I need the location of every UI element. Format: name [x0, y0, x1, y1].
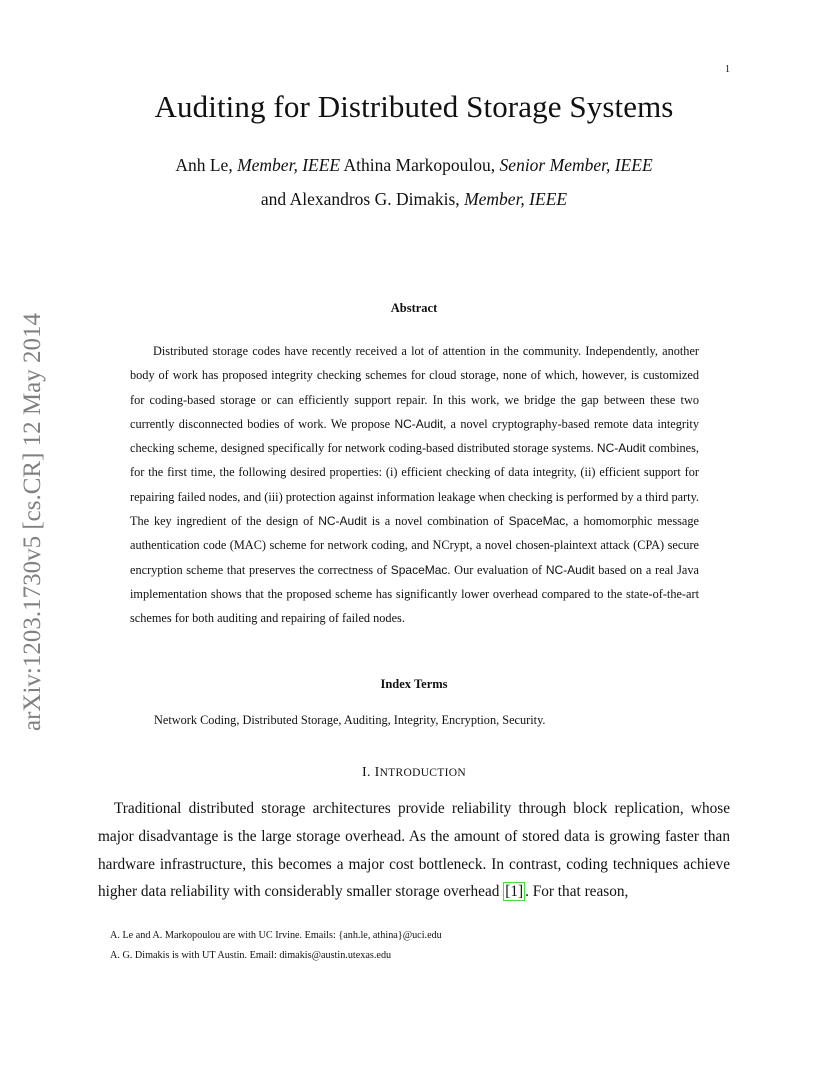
scheme-name: SpaceMac	[508, 514, 566, 529]
scheme-name: NC-Audit	[394, 416, 444, 431]
footnote: A. Le and A. Markopoulou are with UC Irvine. Emails: {anh.le, athina}@uci.edu	[110, 930, 442, 941]
page-number: 1	[725, 64, 730, 75]
section-title-initial: I	[374, 765, 380, 780]
index-terms-text: Network Coding, Distributed Storage, Auditing, Integrity, Encryption, Security.	[154, 713, 546, 727]
author-affiliation: Senior Member, IEEE	[499, 155, 653, 175]
author-line-2	[0, 189, 828, 210]
abstract-fragment: . Our evaluation of	[447, 562, 546, 577]
scheme-name: NC-Audit	[318, 514, 367, 529]
paragraph-text: . For that reason,	[525, 883, 629, 901]
abstract-fragment: is a novel combination of	[366, 514, 509, 529]
index-terms-heading: Index Terms	[380, 677, 448, 691]
scheme-name: NC-Audit	[596, 441, 646, 456]
author-name: Athina Markopoulou,	[340, 155, 500, 175]
abstract-fragment: combines, for the first time, the following desired properties: (i) efficient checking of data integrity, (ii) efficient support for repairing failed nodes, and (iii) protection against information leakage when checking is performed by a third party. The key ingredient of the design of	[130, 441, 699, 529]
footnote: A. G. Dimakis is with UT Austin. Email: dimakis@austin.utexas.edu	[110, 950, 392, 961]
author-affiliation: Member, IEEE	[237, 155, 341, 175]
arxiv-stamp: arXiv:1203.1730v5 [cs.CR] 12 May 2014	[19, 312, 46, 732]
citation-link[interactable]: [1]	[505, 883, 524, 901]
introduction-paragraph	[98, 795, 730, 906]
abstract-fragment: based on a real Java implementation shows that the proposed scheme has significantly lower overhead compared to the state-of-the-art schemes for both auditing and repairing of failed nodes.	[130, 562, 699, 626]
author-line-1	[0, 155, 828, 176]
section-number: I.	[362, 765, 375, 780]
abstract-fragment: , a novel cryptography-based remote data integrity checking scheme, designed specifically for network coding-based distributed storage systems.	[130, 416, 699, 456]
paragraph-text: Traditional distributed storage architectures provide reliability through block replication, whose major disadvantage is the large storage overhead. As the amount of stored data is growing faster than hardware infrastructure, this becomes a major cost bottleneck. In contrast, coding techniques achieve higher data reliability with considerably smaller storage overhead	[98, 800, 730, 901]
abstract-text	[130, 339, 699, 631]
scheme-name: SpaceMac	[390, 562, 448, 577]
abstract-fragment: Distributed storage codes have recently received a lot of attention in the community. Independently, another body of work has proposed integrity checking schemes for cloud storage, none of which, however, is customized for coding-based storage or can efficiently support repair. In this work, we bridge the gap between these two currently disconnected bodies of work. We propose	[130, 344, 699, 431]
abstract-heading: Abstract	[390, 301, 438, 315]
author-name: and Alexandros G. Dimakis,	[260, 189, 465, 209]
section-title-rest: NTRODUCTION	[379, 767, 466, 779]
author-affiliation: Member, IEEE	[464, 189, 568, 209]
abstract-fragment: , a homomorphic message authentication code (MAC) scheme for network coding, and NCrypt, a novel chosen-plaintext attack (CPA) secure encryption scheme that preserves the correctness of	[130, 514, 699, 577]
section-heading-introduction	[0, 765, 828, 781]
paper-title: Auditing for Distributed Storage Systems	[154, 89, 674, 124]
scheme-name: NC-Audit	[545, 562, 595, 577]
author-name: Anh Le,	[175, 155, 238, 175]
